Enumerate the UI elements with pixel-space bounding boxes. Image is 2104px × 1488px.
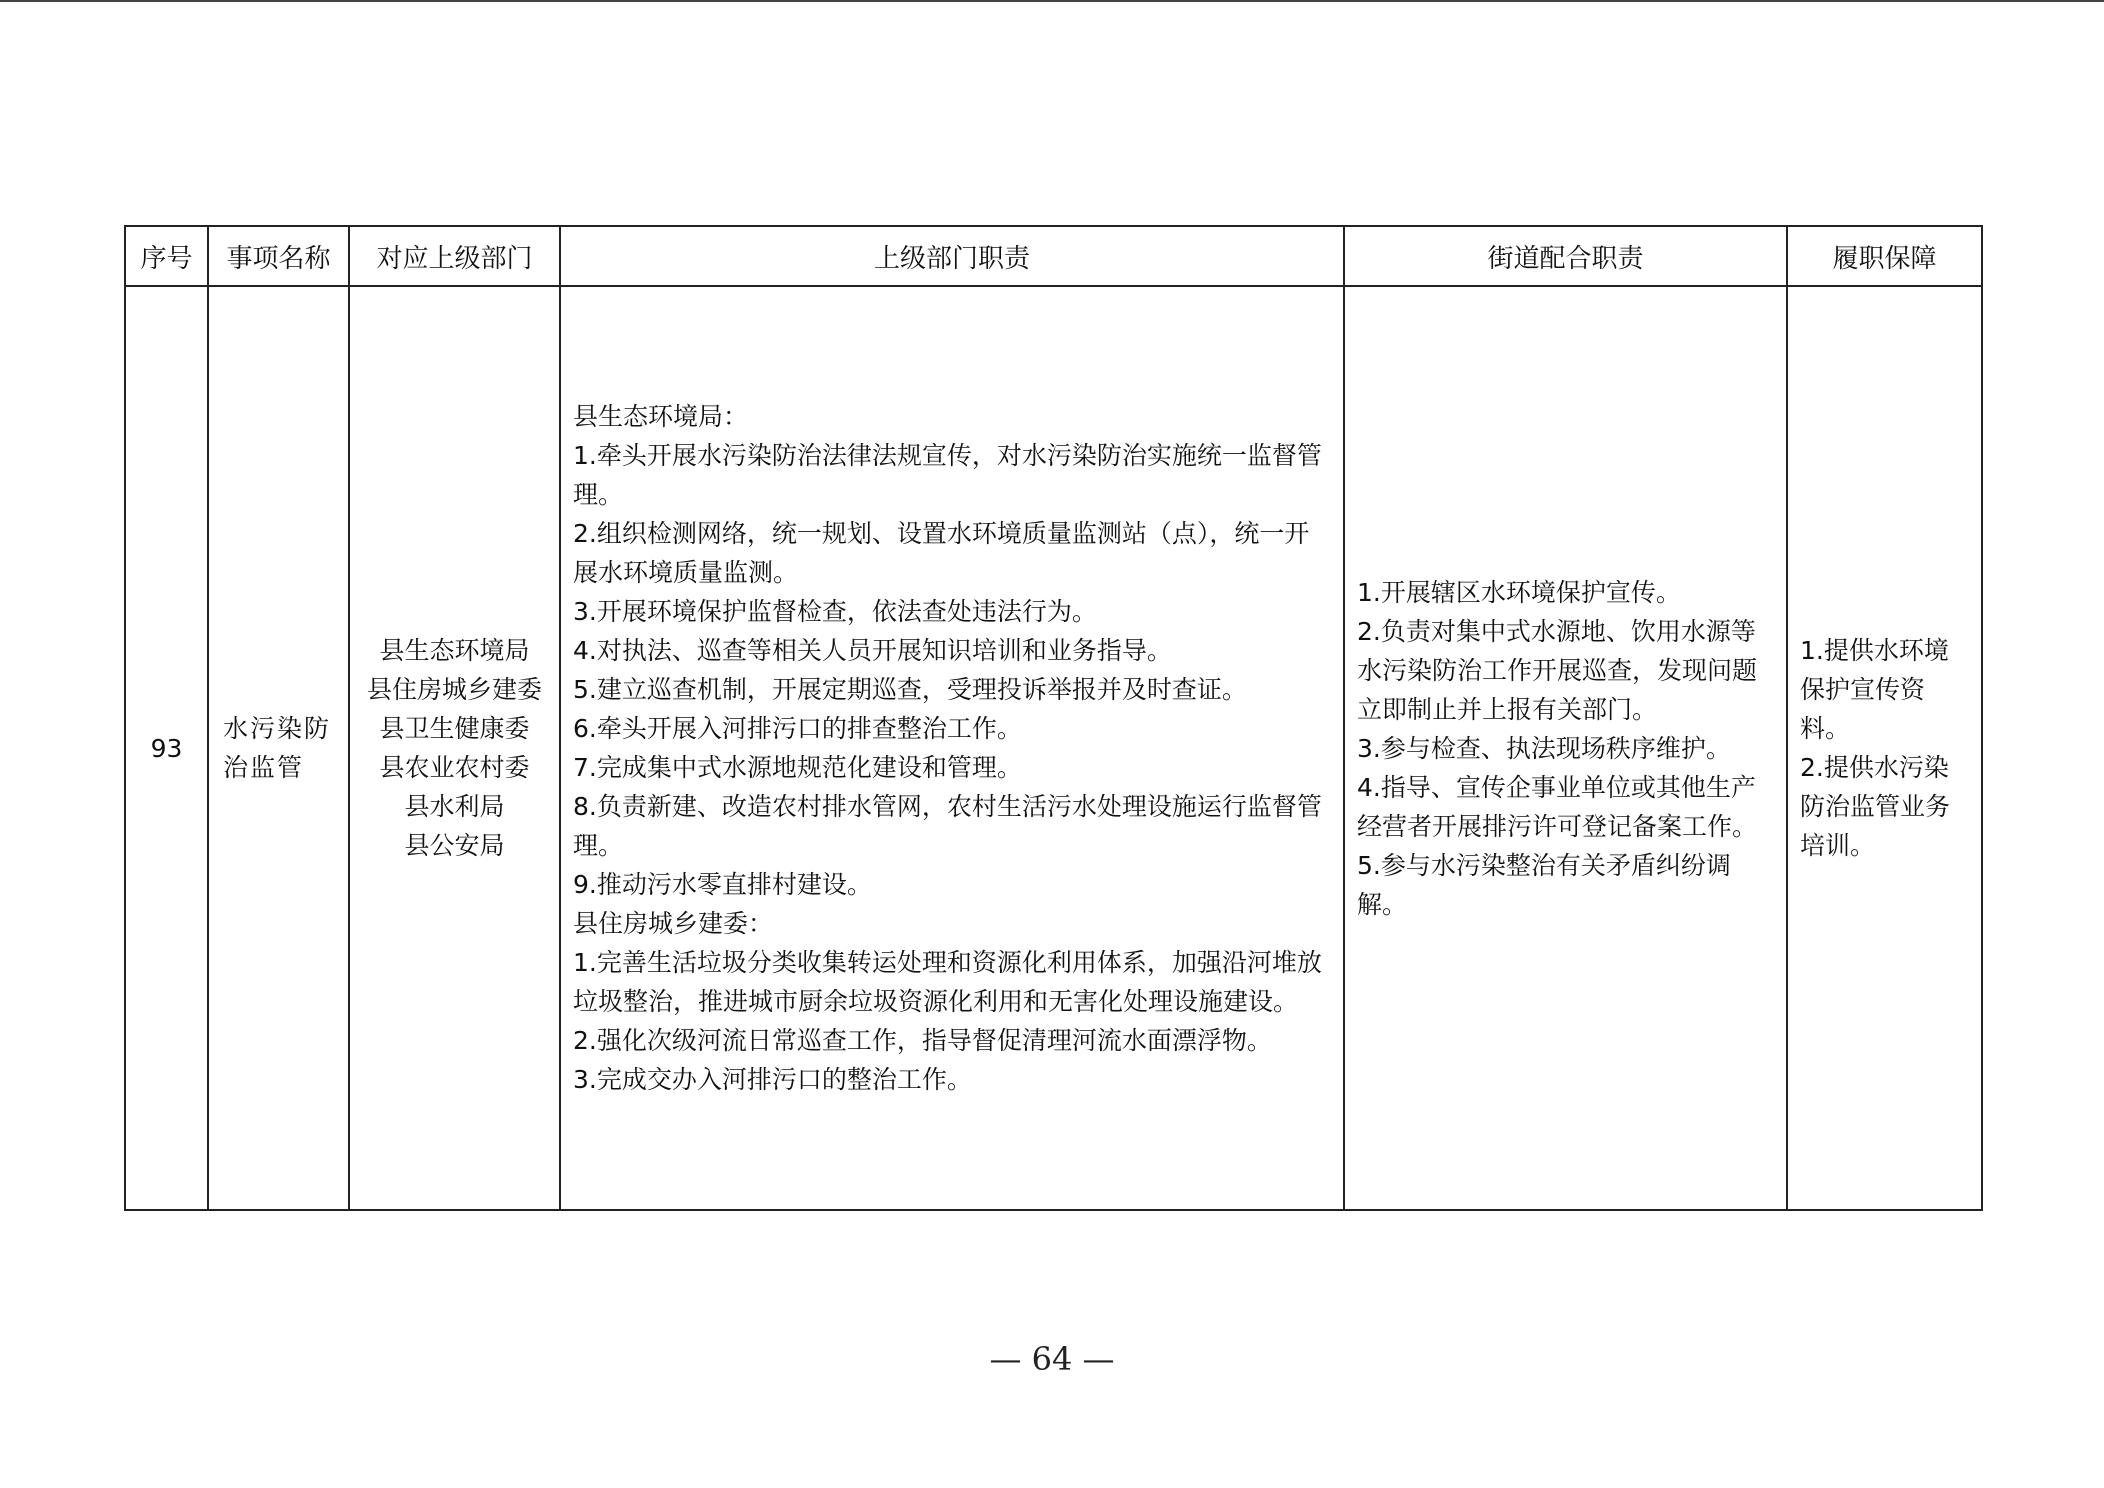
page-number: — 64 — bbox=[989, 1340, 1115, 1378]
duty-line: 县住房城乡建委： bbox=[573, 909, 774, 938]
cell-item-name: 水污染防治监管 bbox=[208, 286, 349, 1210]
responsibility-table-container bbox=[124, 225, 1981, 1211]
department-line: 县公安局 bbox=[404, 831, 505, 860]
duty-line: 1.完善生活垃圾分类收集转运处理和资源化利用体系，加强沿河堆放垃圾整治，推进城市厨余垃圾资源化利用和无害化处理设施建设。 bbox=[573, 948, 1322, 1016]
cell-departments bbox=[349, 286, 560, 1210]
duty-line: 2.强化次级河流日常巡查工作，指导督促清理河流水面漂浮物。 bbox=[573, 1026, 1272, 1055]
department-line: 县卫生健康委 bbox=[379, 714, 530, 743]
header-superior-dept: 对应上级部门 bbox=[349, 226, 560, 286]
table-row bbox=[125, 286, 1982, 1210]
table-header-row bbox=[125, 226, 1982, 286]
cell-guarantees bbox=[1787, 286, 1982, 1210]
duty-line: 2.组织检测网络，统一规划、设置水环境质量监测站（点），统一开展水环境质量监测。 bbox=[573, 519, 1310, 587]
header-superior-duties: 上级部门职责 bbox=[560, 226, 1344, 286]
duty-line: 4.对执法、巡查等相关人员开展知识培训和业务指导。 bbox=[573, 636, 1172, 665]
cell-superior-duties bbox=[560, 286, 1344, 1210]
street-duty-line: 2.负责对集中式水源地、饮用水源等水污染防治工作开展巡查，发现问题立即制止并上报有关部门。 bbox=[1357, 616, 1758, 724]
department-line: 县水利局 bbox=[404, 792, 505, 821]
duty-line: 3.开展环境保护监督检查，依法查处违法行为。 bbox=[573, 597, 1097, 626]
duty-line: 8.负责新建、改造农村排水管网，农村生活污水处理设施运行监督管理。 bbox=[573, 792, 1322, 860]
duty-line: 县生态环境局： bbox=[573, 402, 749, 431]
duty-line: 5.建立巡查机制，开展定期巡查，受理投诉举报并及时查证。 bbox=[573, 675, 1247, 704]
department-line: 县住房城乡建委 bbox=[366, 675, 542, 704]
street-duty-line: 5.参与水污染整治有关矛盾纠纷调解。 bbox=[1357, 850, 1731, 919]
header-guarantee: 履职保障 bbox=[1787, 226, 1982, 286]
responsibility-table bbox=[124, 225, 1983, 1211]
duty-line: 9.推动污水零直排村建设。 bbox=[573, 870, 872, 899]
guarantee-line: 2.提供水污染防治监管业务培训。 bbox=[1800, 753, 1951, 860]
street-duty-line: 3.参与检查、执法现场秩序维护。 bbox=[1357, 733, 1731, 763]
page-top-rule bbox=[0, 0, 2104, 2]
cell-no: 93 bbox=[125, 286, 208, 1210]
duty-line: 6.牵头开展入河排污口的排查整治工作。 bbox=[573, 714, 1022, 743]
street-duty-line: 4.指导、宣传企事业单位或其他生产经营者开展排污许可登记备案工作。 bbox=[1357, 772, 1758, 841]
street-duty-line: 1.开展辖区水环境保护宣传。 bbox=[1357, 577, 1681, 607]
guarantee-line: 1.提供水环境保护宣传资料。 bbox=[1800, 636, 1949, 743]
header-street-duties: 街道配合职责 bbox=[1344, 226, 1787, 286]
duty-line: 7.完成集中式水源地规范化建设和管理。 bbox=[573, 753, 1022, 782]
duty-line: 1.牵头开展水污染防治法律法规宣传，对水污染防治实施统一监督管理。 bbox=[573, 441, 1322, 509]
cell-street-duties bbox=[1344, 286, 1787, 1210]
department-line: 县农业农村委 bbox=[379, 753, 530, 782]
header-no: 序号 bbox=[125, 226, 208, 286]
department-line: 县生态环境局 bbox=[379, 636, 530, 665]
duty-line: 3.完成交办入河排污口的整治工作。 bbox=[573, 1065, 972, 1094]
header-item-name: 事项名称 bbox=[208, 226, 349, 286]
